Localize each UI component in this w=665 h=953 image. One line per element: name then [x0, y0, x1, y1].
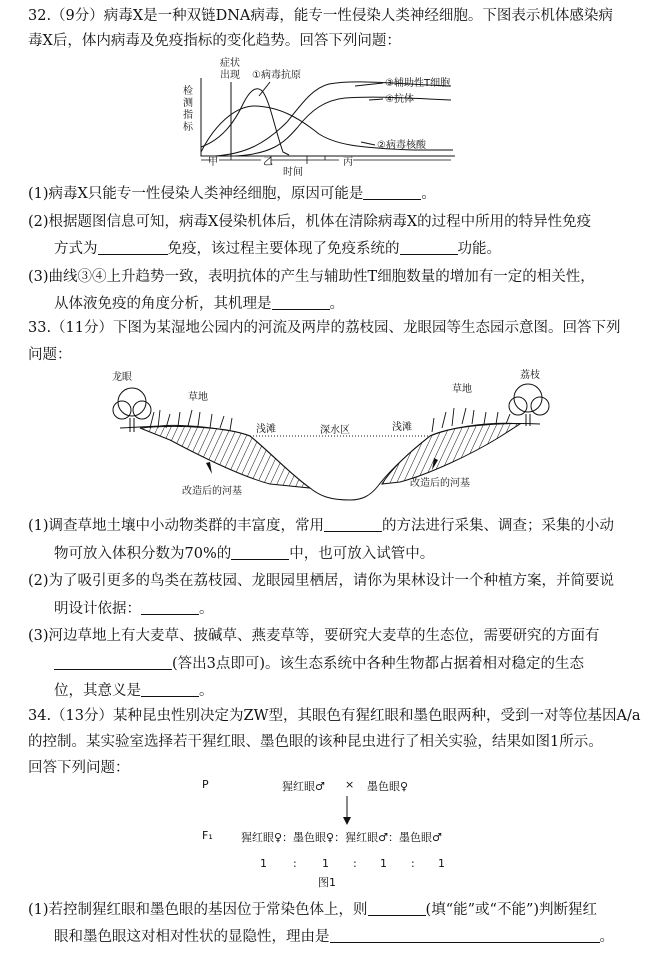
q34-ratio-2: 1: [322, 857, 329, 870]
q34-ratio-4: 1: [438, 857, 445, 870]
q32-sub1-text: (1)病毒X只能专一性侵染人类神经细胞，原因可能是: [28, 186, 364, 202]
q34-cross-sign: ×: [345, 778, 355, 791]
q34-down-arrow: [342, 796, 352, 826]
q32-curve2-label: ②病毒核酸: [377, 140, 426, 151]
q34-ratio-1: 1: [260, 857, 267, 870]
q32-ylabel-4: 标: [183, 122, 193, 133]
q33-sub2-line1: (2)为了吸引更多的鸟类在荔枝园、龙眼园里栖居，请你为果林设计一个种植方案，并简要说: [28, 573, 615, 589]
q32-curve1-label: ①病毒抗原: [252, 70, 301, 81]
q32-curve4-label: ④抗体: [385, 94, 414, 105]
q32-symptom-label-1: 症状: [220, 58, 240, 69]
q33-sub1b-end: 中，也可放入试管中。: [289, 546, 435, 562]
q32-sub3-pre: 从体液免疫的角度分析，其机理是: [54, 296, 272, 312]
q34-sub1b-end: 。: [599, 929, 614, 945]
q34-sub1-line1: [28, 901, 597, 919]
q33-bed-right-label: 改造后的河基: [410, 478, 470, 489]
q33-bed-left-label: 改造后的河基: [182, 486, 242, 497]
q32-sub2-line1: (2)根据题图信息可知，病毒X侵染机体后，机体在清除病毒X的过程中所用的特异性免疫: [28, 214, 592, 230]
q33-deep-label: 深水区: [320, 425, 350, 436]
q34-figure-caption: 图1: [318, 876, 336, 889]
q33-lychee-label: 荔枝: [520, 370, 540, 381]
q32-curve3-label: ③辅助性T细胞: [385, 78, 451, 89]
q34-sub1-line2: [54, 928, 614, 946]
q33-sub1-pre: (1)调查草地土壤中小动物类群的丰富度，常用: [28, 518, 325, 534]
q34-f1-label: F₁: [202, 829, 213, 842]
q32-phase-c: 丙: [343, 157, 353, 168]
q33-sub1b-pre: 物可放入体积分数为70%的: [54, 546, 232, 562]
q32-ylabel-3: 指: [183, 110, 193, 121]
q32-sub2-pre: 方式为: [54, 241, 98, 257]
q32-stem-line1: 32.（9分）病毒X是一种双链DNA病毒，能专一性侵染人类神经细胞。下图表示机体感染病: [28, 8, 613, 24]
q33-stem-line2: 问题：: [28, 347, 72, 363]
q33-sub3-line1: (3)河边草地上有大麦草、披碱草、燕麦草等，要研究大麦草的生态位，需要研究的方面有: [28, 628, 600, 644]
q33-grass-left-label: 草地: [188, 392, 208, 403]
q33-sub2-pre: 明设计依据：: [54, 601, 141, 617]
q34-stem-line2: 的控制。某实验室选择若干猩红眼、墨色眼的该种昆虫进行了相关实验，结果如图1所示。: [28, 734, 603, 750]
q34-stem-line1: 34.（13分）某种昆虫性别决定为ZW型，其眼色有猩红眼和墨色眼两种，受到一对等位基因A/a: [28, 708, 641, 724]
q34-ratio-colon-2: :: [353, 857, 357, 870]
q32-sub1-end: 。: [421, 186, 436, 202]
q33-sub3c-end: 。: [199, 683, 214, 699]
q34-stem-line3: 回答下列问题：: [28, 760, 130, 776]
q34-p-male: 猩红眼♂: [282, 780, 325, 793]
q32-ylabel-1: 检: [183, 86, 193, 97]
q32-ylabel-2: 测: [183, 98, 193, 109]
q34-sub1b-pre: 眼和墨色眼这对相对性状的显隐性，理由是: [54, 929, 330, 945]
q34-f1-phenotypes: 猩红眼♀：墨色眼♀：猩红眼♂：墨色眼♂: [241, 831, 442, 844]
q34-ratio-colon-3: :: [411, 857, 415, 870]
q32-phase-b: 乙: [263, 157, 273, 168]
q32-phase-a: 甲: [208, 157, 218, 168]
q34-ratio-3: 1: [380, 857, 387, 870]
q34-sub1-blank-2[interactable]: [330, 928, 600, 943]
q34-p-female: 墨色眼♀: [367, 780, 409, 793]
q34-sub1-pre: (1)若控制猩红眼和墨色眼的基因位于常染色体上，则: [28, 902, 368, 918]
q32-sub2-end: 功能。: [457, 241, 501, 257]
q34-sub1-blank-1[interactable]: [368, 901, 426, 916]
q33-sub3c-pre: 位，其意义是: [54, 683, 141, 699]
q32-sub3-line1: (3)曲线③④上升趋势一致，表明抗体的产生与辅助性T细胞数量的增加有一定的相关性，: [28, 269, 595, 285]
q34-sub1-end: (填“能”或“不能”)判断猩红: [425, 902, 598, 918]
q34-p-label: P: [202, 778, 209, 791]
q33-sub2-end: 。: [199, 601, 214, 617]
q33-longan-label: 龙眼: [112, 372, 132, 383]
q32-sub3-end: 。: [329, 296, 344, 312]
q32-stem-line2: 毒X后，体内病毒及免疫指标的变化趋势。回答下列问题：: [28, 33, 401, 49]
q32-time-label: 时间: [283, 167, 303, 176]
q33-shallow-left-label: 浅滩: [256, 424, 276, 435]
q33-sub1-end: 的方法进行采集、调查；采集的小动: [382, 518, 615, 534]
q32-symptom-label-2: 出现: [220, 70, 240, 81]
q33-grass-right-label: 草地: [452, 384, 472, 395]
q33-stem-line1: 33.（11分）下图为某湿地公园内的河流及两岸的荔枝园、龙眼园等生态园示意图。回答下列: [28, 320, 621, 336]
q33-sub3b-end: (答出3点即可)。该生态系统中各种生物都占据着相对稳定的生态: [172, 656, 585, 672]
q33-shallow-right-label: 浅滩: [392, 422, 412, 433]
q32-sub2-mid: 免疫，该过程主要体现了免疫系统的: [167, 241, 400, 257]
q34-ratio-colon-1: :: [293, 857, 297, 870]
